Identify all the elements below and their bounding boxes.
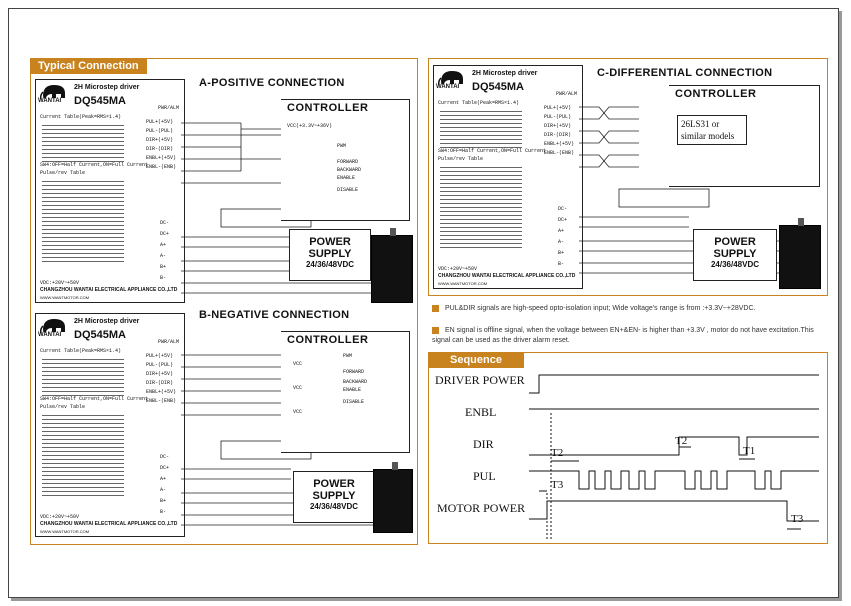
- driver-subtitle: 2H Microstep driver: [472, 70, 538, 77]
- enable-label-b: ENABLE: [343, 387, 362, 393]
- note-text-1: PUL&DIR signals are high-speed opto-isolation input; Wide voltage's range is from :+3.3V~+28VDC.: [445, 305, 756, 312]
- pulse-table: [440, 164, 522, 248]
- vcc-label-b3: VCC: [293, 409, 303, 415]
- controller-label-b: CONTROLLER: [287, 334, 369, 346]
- power-supply-line2: SUPPLY: [308, 248, 352, 260]
- driver-subtitle: 2H Microstep driver: [74, 318, 140, 325]
- note-text-2: EN signal is offline signal, when the voltage between EN+&EN- is higher than +3.3V , motor do not have excitation.This signal can be used as the driver alarm reset.: [432, 327, 814, 344]
- stepper-motor-b: [373, 469, 413, 533]
- power-supply-line2: SUPPLY: [312, 490, 356, 502]
- pwm-label-a: PWM: [337, 143, 347, 149]
- stepper-motor-a: [371, 235, 413, 303]
- power-supply-a: [289, 229, 371, 281]
- line-driver-chip-box: [677, 115, 747, 145]
- driver-model: DQ545MA: [472, 81, 524, 93]
- sequence-header: Sequence: [428, 352, 524, 368]
- c-differential-title: C-DIFFERENTIAL CONNECTION: [597, 67, 773, 79]
- note-bullet-icon: [432, 327, 439, 334]
- power-pins-c: DC- DC+ A+ A- B+ B-: [558, 206, 568, 267]
- signal-pins-a: PUL+(+5V) PUL-(PUL) DIR+(+5V) DIR-(DIR) ENBL+(+5V) ENBL-(ENB): [146, 119, 177, 170]
- pwr-alm-label: PWR/ALM: [158, 105, 180, 111]
- manufacturer: CHANGZHOU WANTAI ELECTRICAL APPLIANCE CO.,LTD: [40, 287, 178, 293]
- pulse-table: [42, 178, 124, 262]
- power-supply-b: [293, 471, 375, 523]
- pulse-table-title: Pulse/rev Table: [40, 170, 86, 176]
- power-supply-c: [693, 229, 777, 281]
- timing-label-t2-a: T2: [551, 447, 564, 459]
- differential-connection-panel: [428, 58, 828, 296]
- typical-connection-header: Typical Connection: [30, 58, 147, 74]
- current-note: SW4:OFF=Half Current,ON=Full Current: [40, 162, 149, 168]
- driver-subtitle: 2H Microstep driver: [74, 84, 140, 91]
- forward-label-b: FORWARD: [343, 369, 365, 375]
- current-note: SW4:OFF=Half Current,ON=Full Current: [438, 148, 547, 154]
- vcc-label-b2: VCC: [293, 385, 303, 391]
- website: WWW.WANTMOTOR.COM: [438, 281, 488, 286]
- vdc-range: VDC:+20V~+50V: [438, 266, 478, 272]
- stepper-motor-c: [779, 225, 821, 289]
- label-motor-power: MOTOR POWER: [437, 501, 526, 515]
- vdc-range: VDC:+20V~+50V: [40, 514, 80, 520]
- sequence-panel: [428, 352, 828, 544]
- current-table: [42, 122, 124, 162]
- note-enable: [432, 326, 824, 346]
- pwr-alm-label: PWR/ALM: [158, 339, 180, 345]
- driver-block-b: [35, 313, 185, 537]
- power-pins-a: DC- DC+ A+ A- B+ B-: [160, 220, 170, 281]
- brand-name: WANTAI: [38, 332, 62, 338]
- power-supply-voltage: 24/36/48VDC: [309, 502, 359, 511]
- typical-connection-panel: [30, 58, 418, 545]
- chip-line2: similar models: [681, 131, 735, 141]
- signal-pins-c: PUL+(+5V) PUL-(PUL) DIR+(+5V) DIR-(DIR) ENBL+(+5V) ENBL-(ENB): [544, 105, 575, 156]
- label-driver-power: DRIVER POWER: [435, 373, 525, 387]
- driver-model: DQ545MA: [74, 329, 126, 341]
- timing-label-t1: T1: [743, 445, 756, 457]
- controller-label-c: CONTROLLER: [675, 88, 757, 100]
- chip-line1: 26LS31 or: [681, 119, 720, 129]
- pulse-table-title: Pulse/rev Table: [438, 156, 484, 162]
- driver-block-a: [35, 79, 185, 303]
- current-table-title: Current Table(Peak=RMS×1.4): [40, 114, 122, 120]
- backward-label-b: BACKWARD: [343, 379, 368, 385]
- forward-label-a: FORWARD: [337, 159, 359, 165]
- driver-model: DQ545MA: [74, 95, 126, 107]
- controller-box-b: [281, 331, 410, 453]
- power-supply-voltage: 24/36/48VDC: [305, 260, 355, 269]
- timing-label-t2-b: T2: [675, 435, 688, 447]
- note-bullet-icon: [432, 305, 439, 312]
- timing-label-t3-a: T3: [551, 479, 564, 491]
- note-pul-dir: [432, 304, 824, 314]
- b-negative-title: B-NEGATIVE CONNECTION: [199, 309, 350, 321]
- label-enbl: ENBL: [465, 405, 497, 419]
- driver-block-c: [433, 65, 583, 289]
- power-supply-line1: POWER: [309, 236, 351, 248]
- power-supply-line1: POWER: [313, 478, 355, 490]
- a-positive-title: A-POSITIVE CONNECTION: [199, 77, 345, 89]
- label-pul: PUL: [473, 469, 496, 483]
- disable-label-b: DISABLE: [343, 399, 365, 405]
- signal-pins-b: PUL+(+5V) PUL-(PUL) DIR+(+5V) DIR-(DIR) ENBL+(+5V) ENBL-(ENB): [146, 353, 177, 404]
- controller-box-a: [281, 99, 410, 221]
- manufacturer: CHANGZHOU WANTAI ELECTRICAL APPLIANCE CO.,LTD: [40, 521, 178, 527]
- backward-label-a: BACKWARD: [337, 167, 362, 173]
- brand-name: WANTAI: [436, 84, 460, 90]
- enable-label-a: ENABLE: [337, 175, 356, 181]
- power-pins-b: DC- DC+ A+ A- B+ B-: [160, 454, 170, 515]
- vdc-range: VDC:+20V~+50V: [40, 280, 80, 286]
- power-supply-line1: POWER: [714, 236, 756, 248]
- power-supply-line2: SUPPLY: [713, 248, 757, 260]
- website: WWW.WANTMOTOR.COM: [40, 295, 90, 300]
- pwr-alm-label: PWR/ALM: [556, 91, 578, 97]
- brand-name: WANTAI: [38, 98, 62, 104]
- vcc-label-a: VCC(+3.3V~+36V): [287, 123, 333, 129]
- current-note: SW4:OFF=Half Current,ON=Full Current: [40, 396, 149, 402]
- website: WWW.WANTMOTOR.COM: [40, 529, 90, 534]
- current-table: [440, 108, 522, 148]
- current-table-title: Current Table(Peak=RMS×1.4): [40, 348, 122, 354]
- power-supply-voltage: 24/36/48VDC: [710, 260, 760, 269]
- timing-waveforms: [429, 353, 827, 543]
- vcc-label-b1: VCC: [293, 361, 303, 367]
- manufacturer: CHANGZHOU WANTAI ELECTRICAL APPLIANCE CO.,LTD: [438, 273, 576, 279]
- pwm-label-b: PWM: [343, 353, 353, 359]
- label-dir: DIR: [473, 437, 494, 451]
- current-table: [42, 356, 124, 396]
- pulse-table: [42, 412, 124, 496]
- pulse-table-title: Pulse/rev Table: [40, 404, 86, 410]
- current-table-title: Current Table(Peak=RMS×1.4): [438, 100, 520, 106]
- controller-label-a: CONTROLLER: [287, 102, 369, 114]
- disable-label-a: DISABLE: [337, 187, 359, 193]
- timing-label-t3-b: T3: [791, 513, 804, 525]
